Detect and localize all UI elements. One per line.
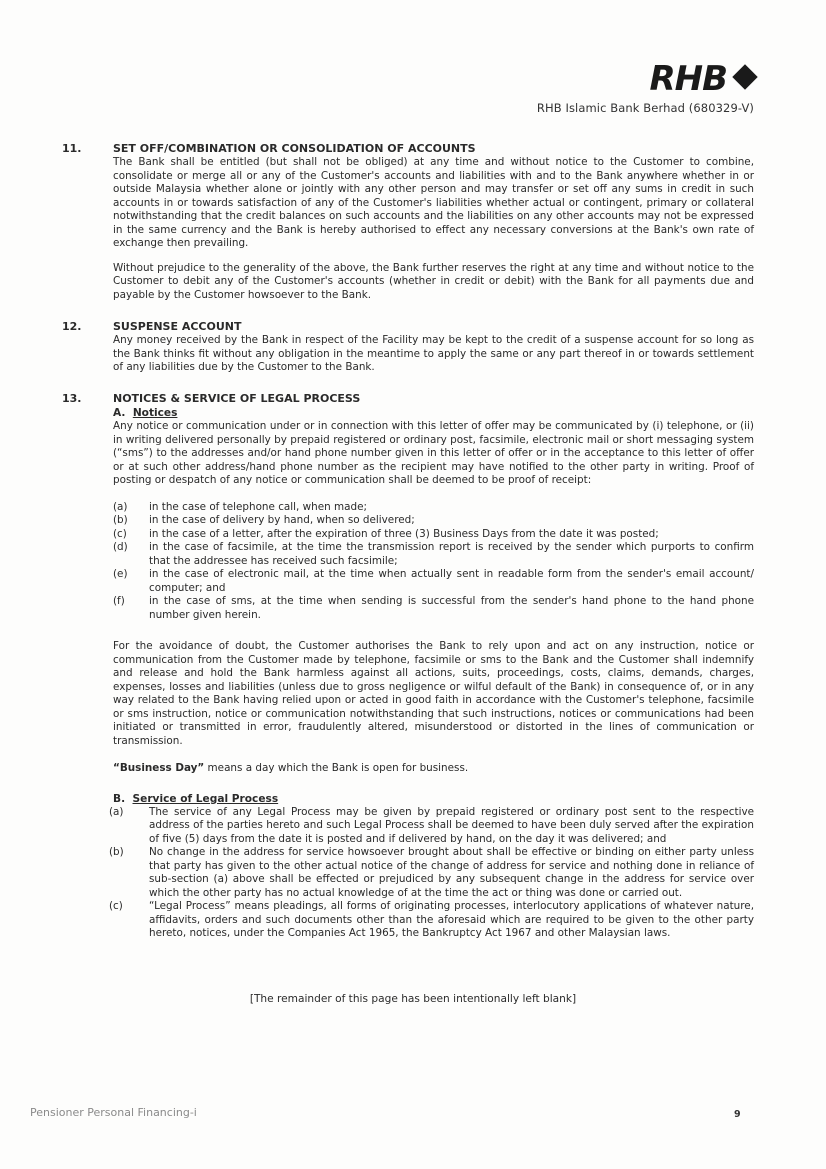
list-item-label: (b) <box>109 846 124 858</box>
list-item <box>113 541 754 568</box>
section-11 <box>62 142 754 302</box>
legal-process-list <box>109 805 754 941</box>
paragraph: Any notice or communication under or in connection with this letter of offer may be communicated by (i) telephone, or (ii) in writing delivered personally by prepaid registered or ordinary post, facsimile, electronic mail or short messaging system (“sms”) to the addresses and/or hand phone number given in this letter of offer or in the acceptance to this letter of offer or at such other address/hand phone number as the recipient may have notified to the other party in writing. Proof of posting or despatch of any notice or communication shall be deemed to be proof of receipt: <box>113 420 754 486</box>
list-item-text: The service of any Legal Process may be given by prepaid registered or ordinary post sent to the respective address of the parties hereto and such Legal Process shall be deemed to have been duly served after the expiration of five (5) days from the date it is posted and if delivered by hand, on the day it was delivered; and <box>149 805 754 845</box>
footer-product-name: Pensioner Personal Financing-i <box>30 1106 197 1119</box>
paragraph: For the avoidance of doubt, the Customer authorises the Bank to rely upon and act on any instruction, notice or communication from the Customer made by telephone, facsimile or sms to the Bank and the Customer shall indemnify and release and hold the Bank harmless against all actions, suits, proceedings, costs, claims, demands, charges, expenses, losses and liabilities (unless due to gross negligence or wilful default of the Bank) in consequence of, or in any way related to the Bank having relied upon or acted in good faith in accordance with the Customer's telephone, facsimile or sms instruction, notice or communication notwithstanding that such instructions, notices or communications had been initiated or transmitted in error, fraudulently altered, misunderstood or distorted in the lines of communication or transmission. <box>113 640 754 747</box>
subsection-a-heading <box>113 406 754 420</box>
subsection-title: Notices <box>132 407 178 419</box>
paragraph: Without prejudice to the generality of the above, the Bank further reserves the right at any time and without notice to the Customer to debit any of the Customer's accounts (whether in credit or debit) with the Bank for all payments due and payable by the Customer howsoever to the Bank. <box>113 261 754 301</box>
subsection-b-heading <box>113 792 754 806</box>
section-title: SET OFF/COMBINATION OR CONSOLIDATION OF ACCOUNTS <box>113 142 476 155</box>
subsection-label: B. <box>113 792 126 805</box>
section-title: SUSPENSE ACCOUNT <box>113 320 242 333</box>
list-item <box>109 806 754 847</box>
list-item-label: (d) <box>113 541 128 553</box>
list-item <box>109 900 754 941</box>
paragraph: Any money received by the Bank in respect of the Facility may be kept to the credit of a suspense account for so long as the Bank thinks fit without any obligation in the meantime to apply the same or any part thereof in or towards settlement of any liabilities due by the Customer to the Bank. <box>113 334 754 373</box>
list-item-label: (c) <box>113 527 127 540</box>
section-12 <box>62 320 754 375</box>
list-item-label: (c) <box>109 900 123 912</box>
bank-name: RHB Islamic Bank Berhad (680329-V) <box>536 101 754 115</box>
list-item-text: “Legal Process” means pleadings, all forms of originating processes, interlocutory applications of whatever nature, affidavits, orders and such documents other than the aforesaid which are required to be given to the other party hereto, notices, under the Companies Act 1965, the Bankruptcy Act 1967 and other Malaysian laws. <box>149 900 754 939</box>
business-day-definition <box>113 762 754 776</box>
list-item-text: in the case of a letter, after the expiration of three (3) Business Days from the date it was posted; <box>149 527 659 540</box>
logo-text: RHB <box>649 59 727 99</box>
list-item-label: (e) <box>113 568 128 580</box>
list-item-text: in the case of facsimile, at the time the transmission report is received by the sender which purports to confirm that the addressee has received such facsimile; <box>149 541 754 567</box>
list-item-text: in the case of telephone call, when made; <box>149 500 368 513</box>
page-number: 9 <box>734 1109 741 1120</box>
defined-term: “Business Day” <box>113 762 205 774</box>
list-item-text: in the case of sms, at the time when sending is successful from the sender's hand phone to the hand phone number given herein. <box>149 595 754 621</box>
section-number: 13. <box>62 392 82 405</box>
section-13 <box>62 392 754 941</box>
definition-text: means a day which the Bank is open for business. <box>204 762 469 774</box>
rhb-logo <box>537 59 754 99</box>
list-item-label: (f) <box>113 595 125 607</box>
section-title: NOTICES & SERVICE OF LEGAL PROCESS <box>113 392 361 405</box>
list-item-text: in the case of delivery by hand, when so delivered; <box>149 514 415 526</box>
list-item-label: (a) <box>109 805 124 818</box>
list-item <box>113 514 754 528</box>
list-item-label: (b) <box>113 514 128 526</box>
diamond-logo-icon <box>732 64 757 89</box>
section-number: 11. <box>62 142 82 155</box>
list-item <box>113 568 754 595</box>
paragraph: The Bank shall be entitled (but shall not be obliged) at any time and without notice to the Customer to combine, consolidate or merge all or any of the Customer's accounts and liabilities with and to the Bank anywhere whether in or outside Malaysia whether alone or jointly with any other person and may transfer or set off any sums in credit in such accounts in or towards satisfaction of any of the Customer's liabilities whether actual or contingent, primary or collateral notwithstanding that the credit balances on such accounts and the liabilities on any other accounts may not be expressed in the same currency and the Bank is hereby authorised to effect any necessary conversions at the Bank's own rate of exchange then prevailing. <box>113 156 754 249</box>
subsection-label: A. <box>113 407 126 419</box>
list-item <box>113 595 754 622</box>
section-number: 12. <box>62 320 82 333</box>
header <box>536 59 754 115</box>
list-item <box>109 846 754 900</box>
list-item-text: No change in the address for service howsoever brought about shall be effective or binding on either party unless that party has given to the other actual notice of the change of address for service and nothing done in reliance of sub-section (a) above shall be effected or prejudiced by any subsequent change in the address for service over which the other party has no actual knowledge of at the time the act or thing was done or carried out. <box>149 846 754 899</box>
notices-list <box>113 501 754 623</box>
list-item-label: (a) <box>113 500 128 513</box>
subsection-title: Service of Legal Process <box>132 792 279 805</box>
blank-page-note: [The remainder of this page has been intentionally left blank] <box>249 993 577 1005</box>
list-item <box>113 528 754 542</box>
list-item <box>113 501 754 515</box>
list-item-text: in the case of electronic mail, at the time when actually sent in readable form from the sender's email account/ computer; and <box>149 568 754 594</box>
